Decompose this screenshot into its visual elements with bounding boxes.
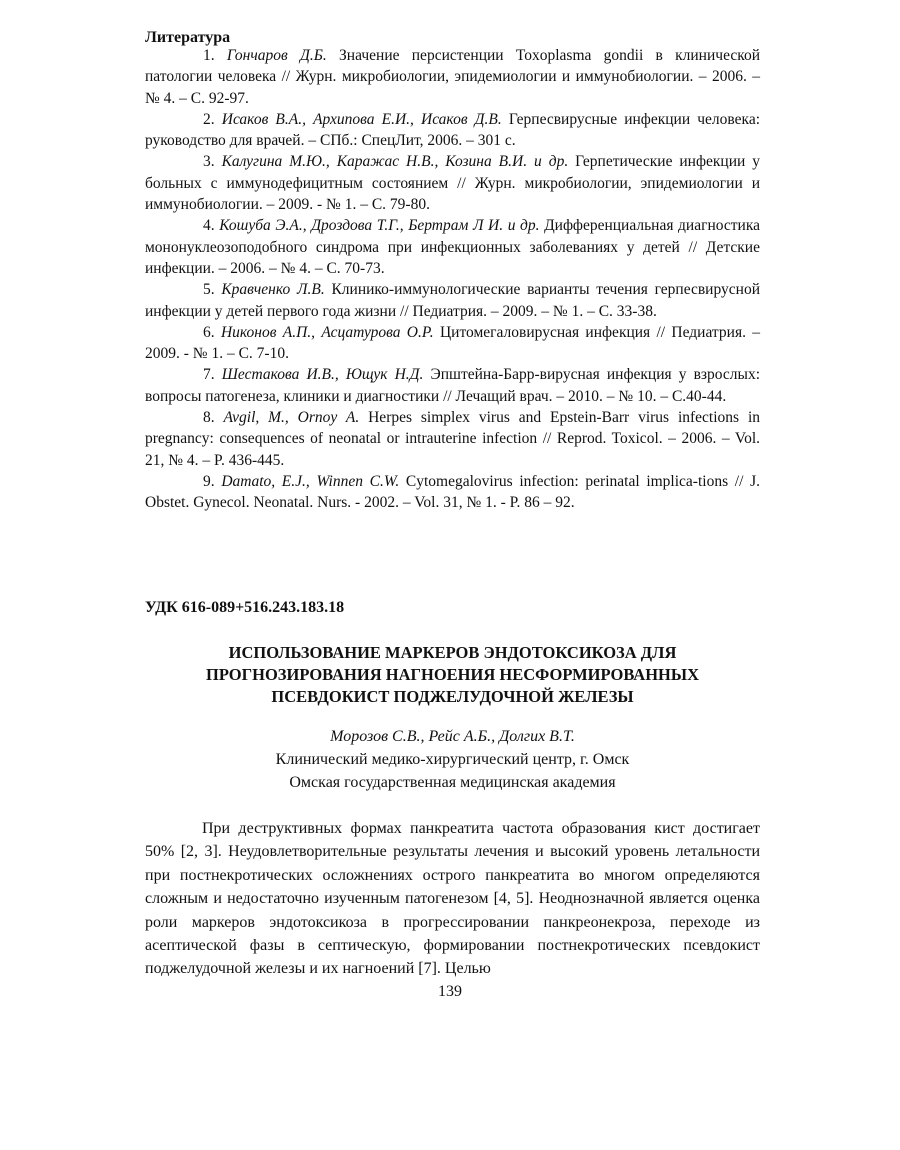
reference-authors: Исаков В.А., Архипова Е.И., Исаков Д.В. — [221, 110, 502, 128]
reference-item — [145, 471, 760, 514]
reference-text: Herpes simplex virus and Epstein-Barr virus infections in pregnancy: consequences of neonatal or intrauterine infection // Reprod. Toxicol. – 2006. – Vol. 21, № 4. – P. 436-445. — [145, 409, 761, 469]
reference-item — [145, 407, 760, 471]
reference-number: 5. — [203, 281, 222, 299]
reference-number: 4. — [203, 217, 220, 235]
reference-item — [145, 215, 760, 279]
reference-authors: Гончаров Д.Б. — [226, 47, 327, 64]
reference-authors: Кравченко Л.В. — [221, 281, 325, 299]
reference-text: Герпетические инфекции у больных с иммунодефицитным состоянием // Журн. микробиологии, эпидемиологии и иммунобиологии. – 2009. - № 1. – С. 79-80. — [145, 153, 761, 214]
reference-number: 7. — [203, 366, 222, 384]
references-heading: Литература — [145, 29, 231, 46]
reference-item — [145, 45, 760, 109]
reference-item — [145, 279, 760, 322]
reference-text: Cytomegalovirus infection: perinatal implica-tions // J. Obstet. Gynecol. Neonatal. Nurs. - 2002. – Vol. 31, № 1. - P. 86 – 92. — [145, 472, 760, 512]
udk-code: УДК 616-089+516.243.183.18 — [145, 599, 345, 616]
article-title: ИСПОЛЬЗОВАНИЕ МАРКЕРОВ ЭНДОТОКСИКОЗА ДЛЯ ПРОГНОЗИРОВАНИЯ НАГНОЕНИЯ НЕСФОРМИРОВАННЫХ ПСЕВДОКИСТ ПОДЖЕЛУДОЧНОЙ ЖЕЛЕЗЫ — [205, 643, 700, 706]
reference-text: Герпесвирусные инфекции человека: руководство для врачей. – СПб.: СпецЛит, 2006. – 301 с. — [145, 110, 761, 150]
article-body: При деструктивных формах панкреатита частота образования кист достигает 50% [2, 3]. Неудовлетворительные результаты лечения и высокий уровень летальности при постнекротических осложнениях острого панкреатита во многом определяются сложным и недостаточно изученным патогенезом [4, 5]. Неоднозначной является оценка роли маркеров эндотоксикоза в прогрессировании панкреонекроза, переходе из асептической фазы в септическую, формировании постнекротических псевдокист поджелудочной железы и их нагноений [7]. Целью — [145, 820, 760, 978]
affiliation-2: Омская государственная медицинская академия — [289, 774, 616, 791]
reference-text: Значение персистенции Toxoplasma gondii в клинической патологии человека // Журн. микробиологии, эпидемиологии и иммунобиологии. – 2006. – № 4. – С. 92-97. — [145, 47, 760, 107]
references-list — [145, 45, 760, 514]
reference-number: 2. — [203, 110, 222, 128]
reference-authors: Никонов А.П., Асцатурова О.Р. — [220, 323, 434, 341]
reference-authors: Кошуба Э.А., Дроздова Т.Г., Бертрам Л И. и др. — [219, 217, 540, 235]
affiliation-1: Клинический медико-хирургический центр, г. Омск — [275, 751, 630, 768]
reference-number: 1. — [203, 47, 227, 64]
reference-item — [145, 151, 760, 215]
reference-authors: Damato, E.J., Winnen C.W. — [221, 472, 400, 490]
reference-number: 8. — [203, 409, 224, 427]
page-number: 139 — [438, 983, 462, 1000]
reference-text: Клинико-иммунологические варианты течения герпесвирусной инфекции у детей первого года жизни // Педиатрия. – 2009. – № 1. – С. 33-38. — [145, 281, 760, 320]
reference-item — [145, 364, 760, 407]
reference-text: Эпштейна-Барр-вирусная инфекция у взрослых: вопросы патогенеза, клиники и диагностики // Лечащий врач. – 2010. – № 10. – С.40-44. — [145, 366, 760, 405]
article-authors: Морозов С.В., Рейс А.Б., Долгих В.Т. — [330, 728, 575, 745]
reference-authors: Калугина М.Ю., Каражас Н.В., Козина В.И. и др. — [221, 153, 569, 171]
reference-authors: Шестакова И.В., Ющук Н.Д. — [221, 366, 424, 384]
reference-authors: Avgil, M., Ornoy A. — [223, 409, 360, 427]
reference-number: 6. — [203, 323, 221, 341]
reference-item — [145, 322, 760, 365]
reference-text: Цитомегаловирусная инфекция // Педиатрия. – 2009. - № 1. – С. 7-10. — [145, 323, 761, 363]
reference-number: 9. — [203, 472, 222, 490]
reference-number: 3. — [203, 153, 222, 171]
reference-item — [145, 109, 760, 152]
reference-text: Дифференциальная диагностика мононуклеозоподобного синдрома при инфекционных заболеваниях у детей // Детские инфекции. – 2006. – № 4. – С. 70-73. — [145, 217, 761, 277]
